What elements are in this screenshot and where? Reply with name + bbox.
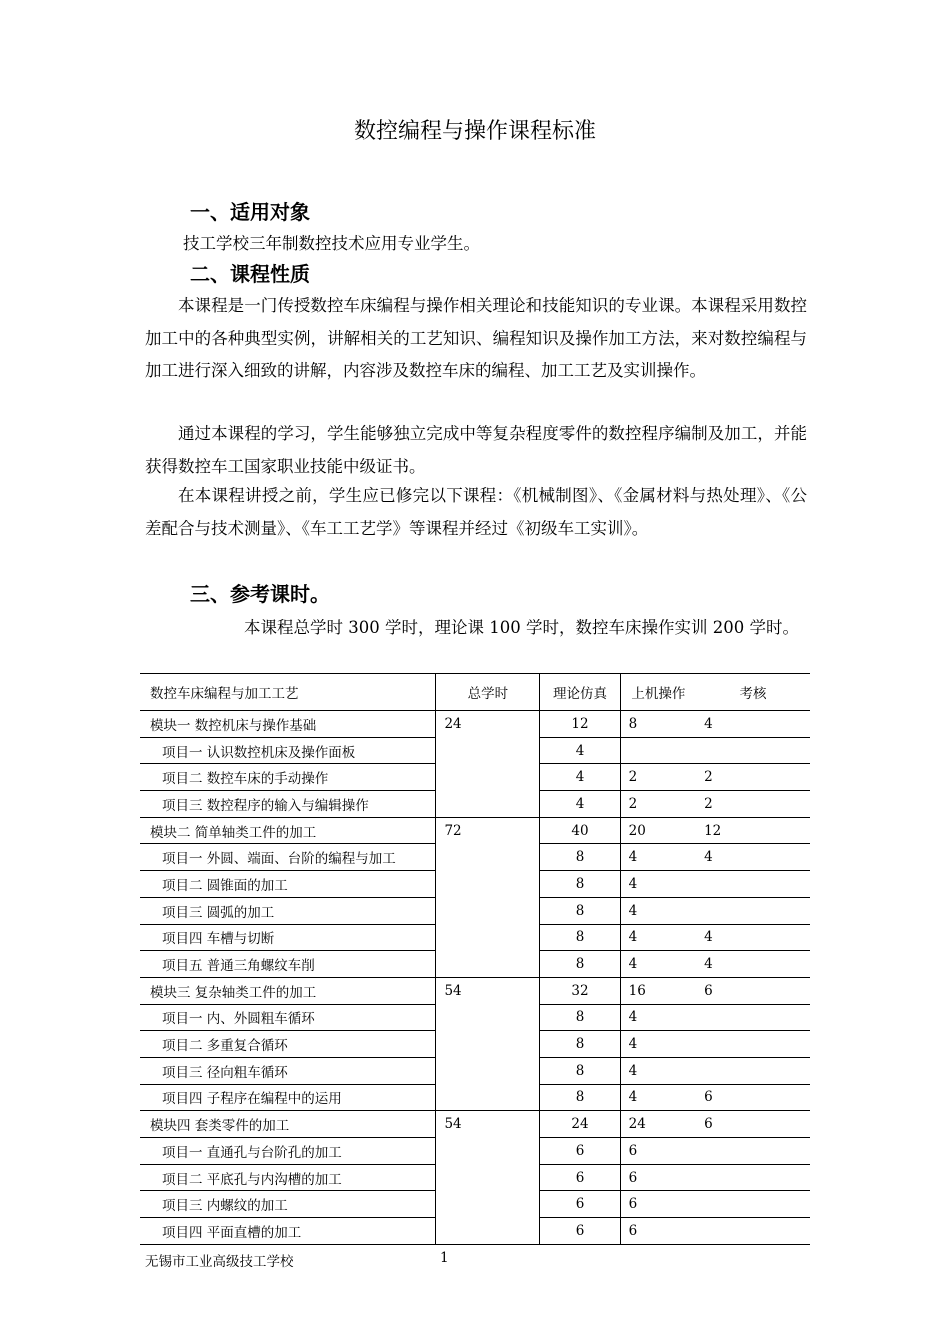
item-exam-hours: 4 <box>696 844 810 871</box>
item-practice-hours: 4 <box>620 1084 696 1111</box>
section-heading-2: 二、课程性质 <box>190 262 310 286</box>
item-exam-hours <box>696 1031 810 1058</box>
item-theory-hours: 8 <box>540 951 620 978</box>
item-name: 项目一 认识数控机床及操作面板 <box>140 737 436 764</box>
item-practice-hours: 6 <box>620 1138 696 1165</box>
module-exam-hours: 6 <box>696 1111 810 1138</box>
module-practice-hours: 16 <box>620 977 696 1004</box>
header-course: 数控车床编程与加工工艺 <box>140 674 436 711</box>
item-exam-hours <box>696 897 810 924</box>
item-practice-hours: 6 <box>620 1191 696 1218</box>
item-name: 项目三 数控程序的输入与编辑操作 <box>140 791 436 818</box>
item-name: 项目四 子程序在编程中的运用 <box>140 1084 436 1111</box>
page-number: 1 <box>440 1250 449 1266</box>
footer-school: 无锡市工业高级技工学校 <box>145 1254 294 1270</box>
item-practice-hours: 4 <box>620 924 696 951</box>
module-name: 模块四 套类零件的加工 <box>140 1111 436 1138</box>
module-exam-hours: 6 <box>696 977 810 1004</box>
item-theory-hours: 8 <box>540 844 620 871</box>
item-name: 项目三 圆弧的加工 <box>140 897 436 924</box>
item-practice-hours: 2 <box>620 791 696 818</box>
item-theory-hours: 6 <box>540 1191 620 1218</box>
item-name: 项目二 数控车床的手动操作 <box>140 764 436 791</box>
module-practice-hours: 8 <box>620 711 696 738</box>
item-exam-hours <box>696 1004 810 1031</box>
module-name: 模块三 复杂轴类工件的加工 <box>140 977 436 1004</box>
item-practice-hours: 4 <box>620 1057 696 1084</box>
module-row <box>140 711 810 738</box>
item-theory-hours: 4 <box>540 791 620 818</box>
item-exam-hours <box>696 1191 810 1218</box>
item-name: 项目四 车槽与切断 <box>140 924 436 951</box>
module-theory-hours: 40 <box>540 817 620 844</box>
item-practice-hours: 4 <box>620 1004 696 1031</box>
section-3-text: 本课程总学时 300 学时，理论课 100 学时，数控车床操作实训 200 学时。 <box>244 618 799 637</box>
item-practice-hours <box>620 737 696 764</box>
item-name: 项目一 外圆、端面、台阶的编程与加工 <box>140 844 436 871</box>
module-total-hours: 54 <box>436 1111 540 1244</box>
item-theory-hours: 8 <box>540 1057 620 1084</box>
section-2-paragraph-1: 本课程是一门传授数控车床编程与操作相关理论和技能知识的专业课。本课程采用数控加工中的各种典型实例，讲解相关的工艺知识、编程知识及操作加工方法，来对数控编程与加工进行深入细致的讲解，内容涉及数控车床的编程、加工工艺及实训操作。 <box>145 296 807 380</box>
section-heading-1: 一、适用对象 <box>190 200 310 224</box>
item-exam-hours: 6 <box>696 1084 810 1111</box>
module-row <box>140 817 810 844</box>
header-exam: 考核 <box>696 674 810 711</box>
item-theory-hours: 4 <box>540 764 620 791</box>
item-practice-hours: 4 <box>620 844 696 871</box>
item-practice-hours: 2 <box>620 764 696 791</box>
module-name: 模块二 简单轴类工件的加工 <box>140 817 436 844</box>
item-name: 项目五 普通三角螺纹车削 <box>140 951 436 978</box>
item-exam-hours: 4 <box>696 924 810 951</box>
header-total: 总学时 <box>436 674 540 711</box>
item-theory-hours: 4 <box>540 737 620 764</box>
page-title: 数控编程与操作课程标准 <box>353 119 596 144</box>
module-theory-hours: 24 <box>540 1111 620 1138</box>
module-name: 模块一 数控机床与操作基础 <box>140 711 436 738</box>
section-heading-3: 三、参考课时。 <box>190 582 330 606</box>
item-exam-hours <box>696 1138 810 1165</box>
module-exam-hours: 4 <box>696 711 810 738</box>
module-theory-hours: 12 <box>540 711 620 738</box>
item-name: 项目二 圆锥面的加工 <box>140 871 436 898</box>
item-practice-hours: 4 <box>620 897 696 924</box>
item-practice-hours: 6 <box>620 1164 696 1191</box>
item-exam-hours: 2 <box>696 791 810 818</box>
item-theory-hours: 8 <box>540 1031 620 1058</box>
module-exam-hours: 12 <box>696 817 810 844</box>
section-2-paragraph-3: 在本课程讲授之前，学生应已修完以下课程：《机械制图》、《金属材料与热处理》、《公差配合与技术测量》、《车工工艺学》等课程并经过《初级车工实训》。 <box>145 486 807 538</box>
course-hours-table <box>140 673 810 1245</box>
item-theory-hours: 6 <box>540 1218 620 1245</box>
item-practice-hours: 4 <box>620 1031 696 1058</box>
item-exam-hours <box>696 1164 810 1191</box>
item-exam-hours <box>696 871 810 898</box>
item-name: 项目一 直通孔与台阶孔的加工 <box>140 1138 436 1165</box>
item-theory-hours: 6 <box>540 1164 620 1191</box>
module-total-hours: 24 <box>436 711 540 818</box>
module-total-hours: 72 <box>436 817 540 977</box>
item-theory-hours: 8 <box>540 897 620 924</box>
item-practice-hours: 6 <box>620 1218 696 1245</box>
item-name: 项目二 多重复合循环 <box>140 1031 436 1058</box>
item-exam-hours: 2 <box>696 764 810 791</box>
table-header-row <box>140 674 810 711</box>
item-exam-hours <box>696 737 810 764</box>
item-theory-hours: 6 <box>540 1138 620 1165</box>
module-row <box>140 977 810 1004</box>
item-theory-hours: 8 <box>540 1084 620 1111</box>
item-name: 项目四 平面直槽的加工 <box>140 1218 436 1245</box>
section-2-paragraph-2: 通过本课程的学习，学生能够独立完成中等复杂程度零件的数控程序编制及加工，并能获得数控车工国家职业技能中级证书。 <box>145 424 807 476</box>
module-practice-hours: 20 <box>620 817 696 844</box>
item-exam-hours: 4 <box>696 951 810 978</box>
item-theory-hours: 8 <box>540 871 620 898</box>
header-theory: 理论仿真 <box>540 674 620 711</box>
item-practice-hours: 4 <box>620 951 696 978</box>
module-practice-hours: 24 <box>620 1111 696 1138</box>
item-practice-hours: 4 <box>620 871 696 898</box>
table-body <box>140 711 810 1245</box>
item-name: 项目三 内螺纹的加工 <box>140 1191 436 1218</box>
header-practice: 上机操作 <box>620 674 696 711</box>
item-theory-hours: 8 <box>540 1004 620 1031</box>
item-name: 项目二 平底孔与内沟槽的加工 <box>140 1164 436 1191</box>
section-1-text: 技工学校三年制数控技术应用专业学生。 <box>183 234 480 253</box>
item-exam-hours <box>696 1218 810 1245</box>
item-exam-hours <box>696 1057 810 1084</box>
item-name: 项目三 径向粗车循环 <box>140 1057 436 1084</box>
item-name: 项目一 内、外圆粗车循环 <box>140 1004 436 1031</box>
module-row <box>140 1111 810 1138</box>
module-total-hours: 54 <box>436 977 540 1110</box>
module-theory-hours: 32 <box>540 977 620 1004</box>
item-theory-hours: 8 <box>540 924 620 951</box>
